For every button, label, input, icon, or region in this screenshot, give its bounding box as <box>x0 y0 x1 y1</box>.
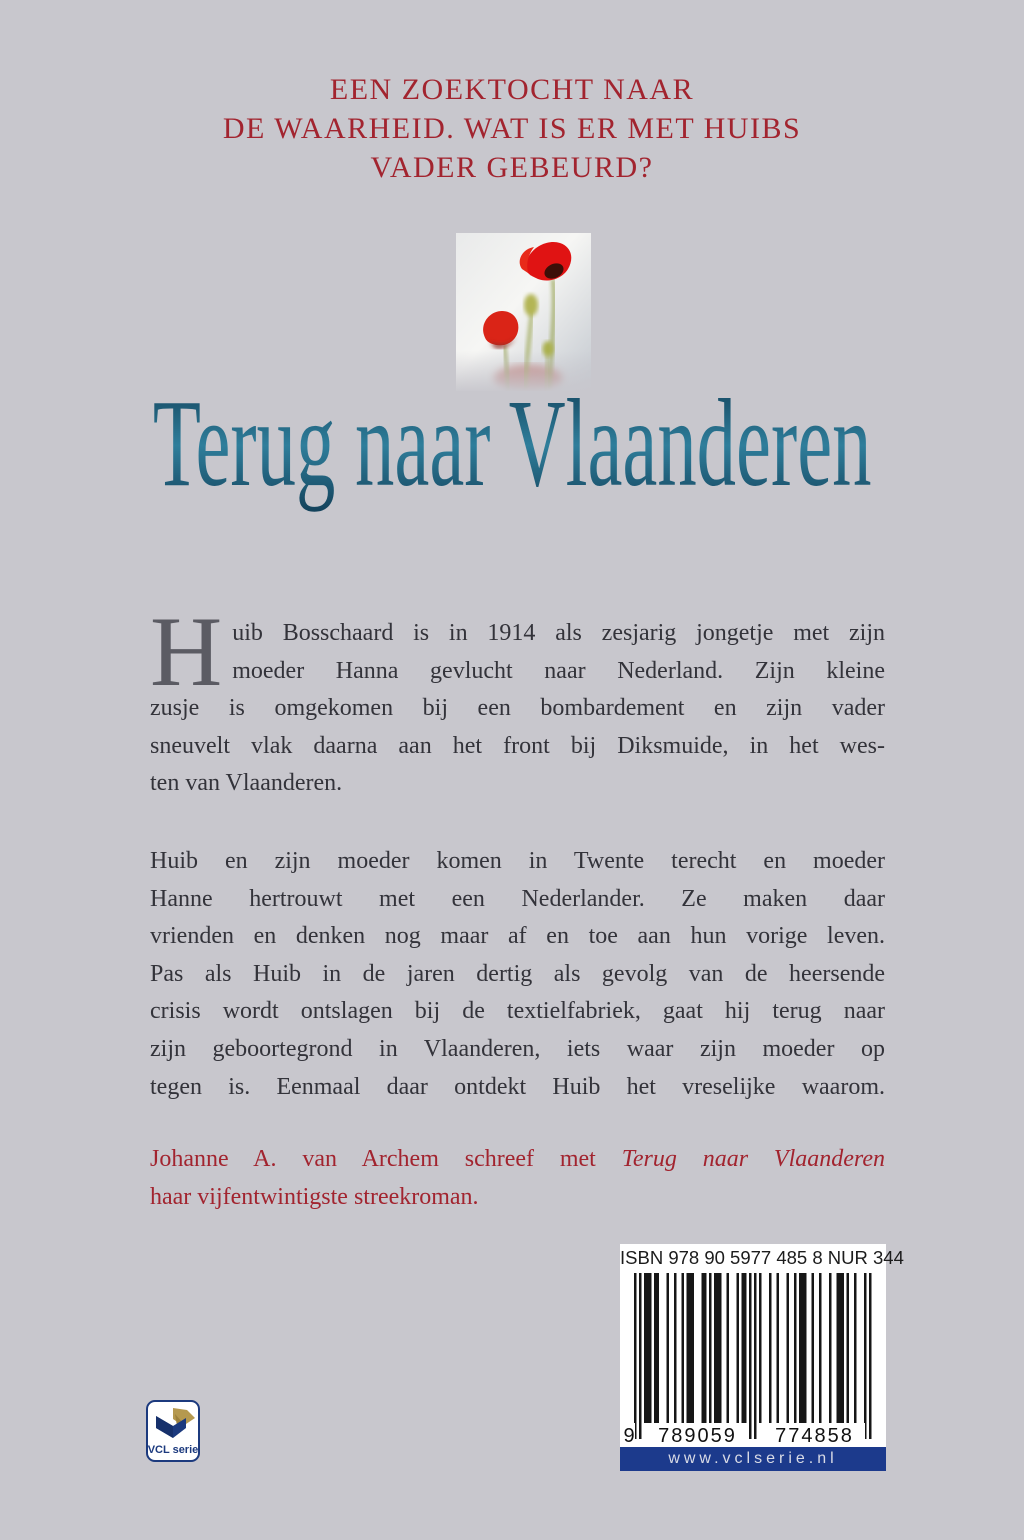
book-title-italic: Terug naar Vlaanderen <box>621 1146 885 1172</box>
vcl-logo-label: VCL serie <box>147 1444 199 1456</box>
headline-line: VADER GEBEURD? <box>370 151 654 184</box>
author-line <box>150 1140 885 1178</box>
synopsis-paragraph-1 <box>150 596 885 803</box>
author-text: Johanne A. van Archem schreef met <box>150 1146 622 1172</box>
drop-cap: H <box>150 596 223 707</box>
body-line: crisis wordt ontslagen bij de textielfabriek, gaat hij terug naar <box>150 998 885 1025</box>
isbn-number: ISBN 978 90 5977 485 8 NUR 344 <box>620 1247 904 1268</box>
headline-line: DE WAARHEID. WAT IS ER MET HUIBS <box>222 112 802 145</box>
barcode-digit-group: 789059 <box>647 1423 748 1449</box>
headline <box>0 70 1024 187</box>
author-line: haar vijfentwintigste streekroman. <box>150 1184 479 1210</box>
body-line: sneuvelt vlak daarna aan het front bij Diksmuide, in het wes- <box>150 732 885 759</box>
headline-line: EEN ZOEKTOCHT NAAR <box>329 73 695 106</box>
book-title: Terug naar Vlaanderen <box>153 370 872 514</box>
vcl-serie-logo <box>146 1400 200 1462</box>
body-line: uib Bosschaard is in 1914 als zesjarig jongetje met zijn <box>232 620 885 646</box>
body-line: Hanne hertrouwt met een Nederlander. Ze maken daar <box>150 885 885 912</box>
title-block <box>0 362 1024 522</box>
body-line: ten van Vlaanderen. <box>150 770 343 797</box>
ean13-barcode <box>623 1273 883 1451</box>
barcode-digit-group: 9 <box>623 1425 635 1447</box>
body-line: vrienden en denken nog maar af en toe aan hun vorige leven. <box>150 923 885 950</box>
vcl-logo-icon <box>153 1406 197 1444</box>
synopsis-paragraph-2 <box>150 843 885 1106</box>
body-line: Huib en zijn moeder komen in Twente terecht en moeder <box>150 848 885 874</box>
barcode-digit-group: 774858 <box>764 1423 865 1449</box>
body-line: Pas als Huib in de jaren dertig als gevolg van de heersende <box>150 960 885 987</box>
body-line: tegen is. Eenmaal daar ontdekt Huib het vreselijke waarom. <box>150 1073 885 1100</box>
publisher-website-url: www.vclserie.nl <box>668 1450 838 1467</box>
body-line: zusje is omgekomen bij een bombardement en zijn vader <box>150 695 885 722</box>
publisher-website-bar <box>620 1447 886 1471</box>
barcode-bars <box>634 1273 872 1443</box>
body-line: moeder Hanna gevlucht naar Nederland. Zijn kleine <box>232 657 885 684</box>
author-note <box>150 1140 885 1216</box>
isbn-barcode-box <box>620 1244 904 1451</box>
body-line: zijn geboortegrond in Vlaanderen, iets waar zijn moeder op <box>150 1035 885 1062</box>
